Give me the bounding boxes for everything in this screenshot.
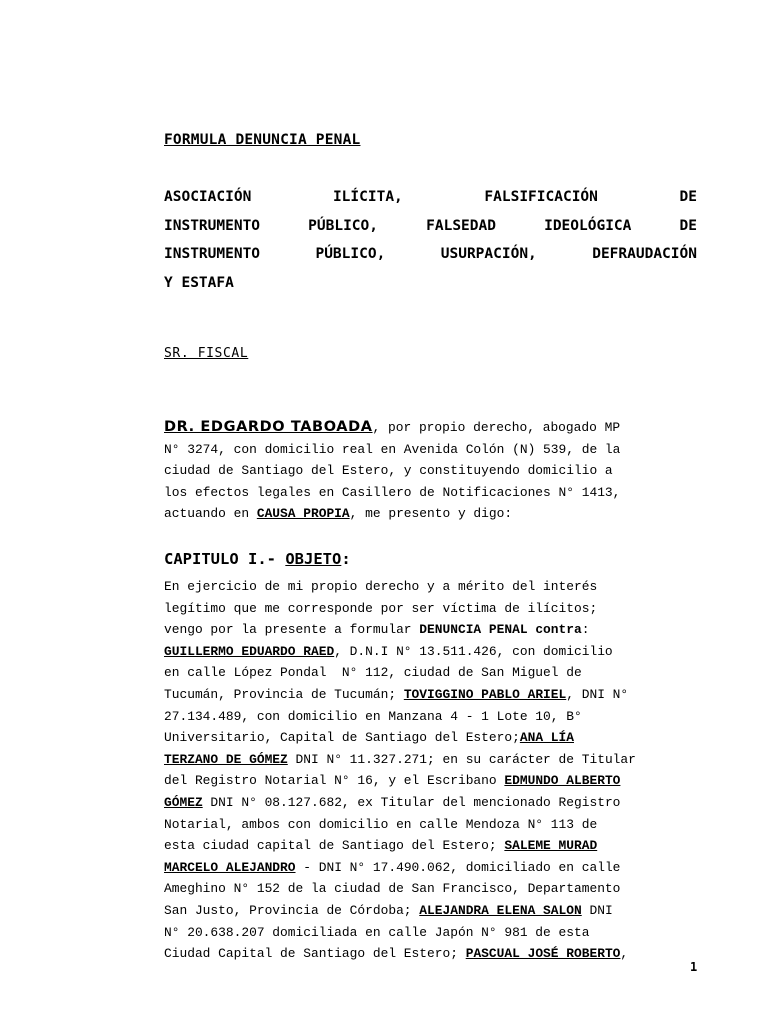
accused-name: EDMUNDO ALBERTO xyxy=(504,773,621,789)
accused-name: GÓMEZ xyxy=(164,794,203,810)
page-number: 1 xyxy=(690,960,698,974)
text-line xyxy=(164,943,697,965)
text-line xyxy=(164,792,697,814)
text-run: vengo por la presente a formular xyxy=(164,622,420,638)
text-run: Universitario, Capital de Santiago del Estero; xyxy=(164,730,520,746)
text-run: , por propio derecho, abogado MP xyxy=(372,420,621,435)
main-paragraph xyxy=(164,576,697,965)
text-line: 27.134.489, con domicilio en Manzana 4 - 1 Lote 10, B° xyxy=(164,708,582,724)
text-run: del Registro Notarial N° 16, y el Escribano xyxy=(164,773,505,789)
text-run: DNI N° 08.127.682, ex Titular del mencionado Registro xyxy=(202,794,621,810)
text-line xyxy=(164,727,697,749)
text-line xyxy=(164,641,697,663)
document-title: FORMULA DENUNCIA PENAL xyxy=(164,132,361,148)
emphasis-text: CAUSA PROPIA xyxy=(256,506,350,522)
accused-name: TOVIGGINO PABLO ARIEL xyxy=(403,686,567,702)
charges-word: INSTRUMENTO xyxy=(164,217,261,234)
accused-name: ALEJANDRA ELENA SALON xyxy=(419,902,582,918)
text-line: legítimo que me corresponde por ser víctima de ilícitos; xyxy=(164,600,598,616)
accused-name: ANA LÍA xyxy=(519,730,574,746)
text-run: , DNI N° xyxy=(566,686,629,702)
charges-word: PÚBLICO, xyxy=(308,217,378,234)
text-run: actuando en xyxy=(164,506,257,522)
charges-word: USURPACIÓN, xyxy=(440,246,537,262)
charges-word: PÚBLICO, xyxy=(315,246,386,262)
chapter-suffix: : xyxy=(341,550,351,568)
text-run: Tucumán, Provincia de Tucumán; xyxy=(164,686,404,702)
charges-line xyxy=(164,269,697,298)
charges-word: DE xyxy=(679,189,697,205)
text-line xyxy=(164,835,697,857)
emphasis-text: DENUNCIA PENAL contra xyxy=(419,622,582,638)
text-run: San Justo, Provincia de Córdoba; xyxy=(164,902,420,918)
charges-heading xyxy=(164,183,697,297)
text-line xyxy=(164,619,697,641)
text-run: , xyxy=(620,946,629,962)
text-run: , me presento y digo: xyxy=(349,506,513,522)
accused-name: TERZANO DE GÓMEZ xyxy=(164,751,288,767)
text-line: ciudad de Santiago del Estero, y constituyendo domicilio a xyxy=(164,463,613,479)
text-line xyxy=(164,503,697,525)
text-line xyxy=(164,684,697,706)
text-line: N° 3274, con domicilio real en Avenida Colón (N) 539, de la xyxy=(164,441,621,457)
charges-word: INSTRUMENTO xyxy=(164,246,261,262)
text-line: Ameghino N° 152 de la ciudad de San Francisco, Departamento xyxy=(164,881,621,897)
charges-word: ILÍCITA, xyxy=(332,189,403,205)
text-line xyxy=(164,770,697,792)
chapter-heading xyxy=(164,550,351,568)
charges-word: IDEOLÓGICA xyxy=(544,217,632,234)
text-run: - DNI N° 17.490.062, domiciliado en calle xyxy=(295,859,621,875)
charges-word: FALSIFICACIÓN xyxy=(484,189,598,205)
accused-name: MARCELO ALEJANDRO xyxy=(164,859,296,875)
text-line xyxy=(164,857,697,879)
complainant-name: DR. EDGARDO TABOADA xyxy=(164,419,373,435)
charges-word: FALSEDAD xyxy=(426,217,496,234)
text-line: los efectos legales en Casillero de Notificaciones N° 1413, xyxy=(164,484,621,500)
charges-line xyxy=(164,240,697,269)
charges-line xyxy=(164,183,697,212)
text-line: Notarial, ambos con domicilio en calle Mendoza N° 113 de xyxy=(164,816,598,832)
chapter-prefix: CAPITULO I.- xyxy=(164,550,286,568)
intro-paragraph xyxy=(164,417,697,525)
text-run: , D.N.I N° 13.511.426, con domicilio xyxy=(334,643,613,659)
charges-word: DEFRAUDACIÓN xyxy=(592,246,697,262)
text-line: En ejercicio de mi propio derecho y a mérito del interés xyxy=(164,579,598,594)
text-line xyxy=(164,749,697,771)
text-run: DNI xyxy=(581,902,613,918)
text-run: Ciudad Capital de Santiago del Estero; xyxy=(164,946,466,962)
text-run: : xyxy=(581,622,590,638)
accused-name: GUILLERMO EDUARDO RAED xyxy=(164,643,335,659)
text-line: N° 20.638.207 domiciliada en calle Japón N° 981 de esta xyxy=(164,924,590,940)
text-line xyxy=(164,900,697,922)
text-line: en calle López Pondal N° 112, ciudad de San Miguel de xyxy=(164,665,582,681)
addressee: SR. FISCAL xyxy=(164,346,249,361)
accused-name: PASCUAL JOSÉ ROBERTO xyxy=(465,946,621,962)
charges-word: DE xyxy=(679,217,697,234)
text-run: esta ciudad capital de Santiago del Estero; xyxy=(164,838,505,854)
text-line xyxy=(164,417,697,439)
text-run: DNI N° 11.327.271; en su carácter de Titular xyxy=(287,751,636,767)
charges-word: ASOCIACIÓN xyxy=(164,189,252,205)
charges-word: Y xyxy=(164,274,173,291)
chapter-title: OBJETO xyxy=(285,550,342,568)
charges-line xyxy=(164,212,697,241)
accused-name: SALEME MURAD xyxy=(504,838,598,854)
charges-word: ESTAFA xyxy=(181,274,234,291)
